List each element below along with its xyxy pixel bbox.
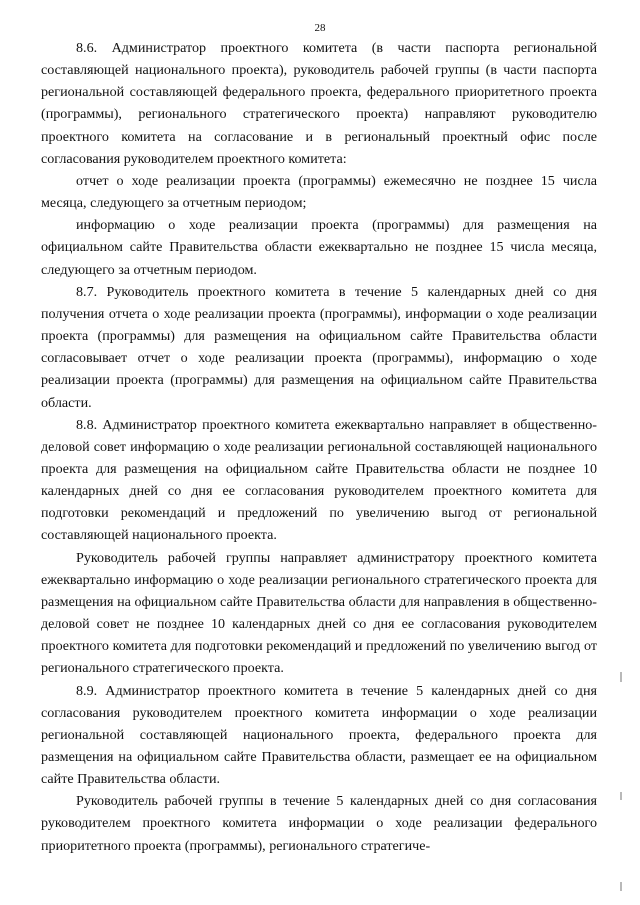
document-body [41,37,597,857]
paragraph-8-6: 8.6. Администратор проектного комитета (в части паспорта региональной составляющей национального проекта), руководитель рабочей группы (в части паспорта региональной составляющей федерального проекта, федерального приоритетного проекта (программы), регионального стратегического проекта) направляют руководителю проектного комитета на согласование и в региональный проектный офис после согласования руководителем проектного комитета: [41,40,597,167]
paragraph-monthly-report: отчет о ходе реализации проекта (программы) ежемесячно не позднее 15 числа месяца, следующего за отчетным периодом; [41,172,597,212]
scan-edge-mark [620,672,622,682]
paragraph-working-group-leader-continued: Руководитель рабочей группы в течение 5 календарных дней со дня согласования руководителем проектного комитета информации о ходе реализации федерального приоритетного проекта (программы), регионального стратегиче- [41,793,597,854]
scan-edge-mark [620,792,622,800]
paragraph-working-group-leader: Руководитель рабочей группы направляет администратору проектного комитета ежеквартально информацию о ходе реализации регионального стратегического проекта для размещения на официальном сайте Правительства области для направления в общественно-деловой совет не позднее 10 календарных дней со дня ее согласования руководителем проектного комитета для подготовки рекомендаций и предложений по увеличению выгод от регионального стратегического проекта. [41,549,597,677]
page-number: 28 [314,22,326,34]
paragraph-8-9: 8.9. Администратор проектного комитета в течение 5 календарных дней со дня согласования руководителем проектного комитета информации о ходе реализации региональной составляющей национального проекта, федерального проекта для размещения на официальном сайте Правительства области, размещает ее на официальном сайте Правительства области. [41,682,597,788]
scan-edge-mark [620,882,622,891]
paragraph-8-7: 8.7. Руководитель проектного комитета в течение 5 календарных дней со дня получения отчета о ходе реализации проекта (программы), информации о ходе реализации проекта (программы) для размещения на официальном сайте Правительства области согласовывает отчет о ходе реализации проекта (программы), информацию о ходе реализации проекта (программы) для размещения на официальном сайте Правительства области. [41,283,597,411]
paragraph-quarterly-info: информацию о ходе реализации проекта (программы) для размещения на официальном сайте Правительства области ежеквартально не позднее 15 числа месяца, следующего за отчетным периодом. [41,217,597,278]
paragraph-8-8: 8.8. Администратор проектного комитета ежеквартально направляет в общественно-деловой совет информацию о ходе реализации региональной составляющей национального проекта для размещения на официальном сайте Правительства области не позднее 10 календарных дней со дня ее согласования руководителем проектного комитета для подготовки рекомендаций и предложений по увеличению выгод от региональной составляющей национального проекта. [41,416,597,544]
